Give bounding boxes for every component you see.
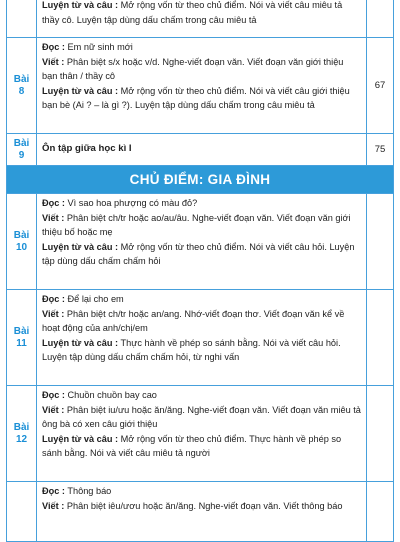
- ltvc-line: [42, 0, 361, 27]
- lesson-content: [37, 0, 367, 37]
- lesson-number: 10: [15, 241, 28, 253]
- doc-line: [42, 40, 361, 55]
- lesson-cell: [7, 386, 37, 481]
- lesson-content: [37, 482, 367, 541]
- doc-line: [42, 388, 361, 403]
- ltvc-text: Mở rộng vốn từ theo chủ điểm. Nói và viết câu miêu tả thầy cô. Luyện tập dùng dấu chấm trong câu miêu tả: [42, 0, 343, 25]
- toc-table: [6, 0, 394, 542]
- table-row: [6, 134, 394, 166]
- page-number: [367, 194, 393, 289]
- doc-text: Em nữ sinh mới: [67, 42, 133, 52]
- lesson-word: Bài: [13, 73, 30, 85]
- viet-line: [42, 307, 361, 336]
- lesson-cell: [7, 134, 37, 165]
- page-number: [367, 482, 393, 541]
- ltvc-label: Luyện từ và câu :: [42, 241, 119, 252]
- doc-label: Đọc :: [42, 486, 65, 496]
- ltvc-line: [42, 432, 361, 461]
- table-row: [6, 0, 394, 38]
- viet-text: Phân biệt iêu/ươu hoặc ăn/ăng. Nghe-viết đoạn văn. Viết thông báo: [66, 500, 343, 511]
- doc-line: [42, 196, 361, 211]
- ltvc-label: Luyện từ và câu :: [42, 85, 119, 96]
- lesson-word: Bài: [13, 229, 30, 241]
- viet-text: Phân biệt s/x hoặc v/d. Nghe-viết đoạn văn. Viết đoạn văn giới thiệu bạn thân / thầy cô: [42, 56, 344, 82]
- lesson-cell: [7, 0, 37, 37]
- lesson-cell: [7, 194, 37, 289]
- lesson-word: Bài: [13, 325, 30, 337]
- viet-line: [42, 55, 361, 84]
- lesson-content: [37, 386, 367, 481]
- doc-text: Chuồn chuồn bay cao: [67, 390, 157, 400]
- viet-line: [42, 499, 361, 514]
- viet-label: Viết :: [42, 500, 65, 511]
- ltvc-line: [42, 336, 361, 365]
- doc-line: [42, 484, 361, 499]
- ltvc-label: Luyện từ và câu :: [42, 337, 119, 348]
- table-row: [6, 386, 394, 482]
- viet-label: Viết :: [42, 212, 65, 223]
- lesson-number: 11: [16, 337, 27, 349]
- viet-label: Viết :: [42, 308, 65, 319]
- viet-text: Phân biệt ch/tr hoặc an/ang. Nhớ-viết đoạn thơ. Viết đoạn văn kể về hoạt động của anh/chị/em: [42, 308, 345, 334]
- page-number: [367, 386, 393, 481]
- doc-label: Đọc :: [42, 198, 65, 208]
- ltvc-text: Mở rộng vốn từ theo chủ điểm. Nói và viết câu hỏi. Luyện tập dùng dấu chấm chấm hỏi: [42, 241, 355, 267]
- ltvc-label: Luyện từ và câu :: [42, 433, 119, 444]
- table-row: [6, 482, 394, 542]
- page-number: [367, 0, 393, 37]
- lesson-content: [37, 290, 367, 385]
- lesson-title: Ôn tập giữa học kì I: [42, 142, 132, 154]
- ltvc-line: [42, 240, 361, 269]
- lesson-cell: [7, 290, 37, 385]
- page-number: [367, 290, 393, 385]
- ltvc-text: Thực hành về phép so sánh bằng. Nói và viết câu hỏi. Luyện tập dùng dấu chấm chấm hỏi, từ nghi vấn: [42, 337, 341, 363]
- lesson-number: 12: [15, 433, 28, 445]
- viet-label: Viết :: [42, 404, 65, 415]
- doc-text: Thông báo: [67, 486, 112, 496]
- section-banner: CHỦ ĐIỂM: GIA ĐÌNH: [6, 166, 394, 194]
- page-number: 67: [374, 80, 386, 91]
- lesson-content: [37, 194, 367, 289]
- doc-label: Đọc :: [42, 390, 65, 400]
- lesson-word: Bài: [13, 137, 30, 149]
- doc-text: Vì sao hoa phượng có màu đỏ?: [67, 198, 198, 208]
- lesson-number: 9: [18, 149, 25, 161]
- lesson-cell: [7, 38, 37, 133]
- doc-label: Đọc :: [42, 294, 65, 304]
- viet-label: Viết :: [42, 56, 65, 67]
- page-number: 75: [374, 144, 386, 155]
- doc-line: [42, 292, 361, 307]
- ltvc-line: [42, 84, 361, 113]
- lesson-content: [37, 38, 367, 133]
- table-row: [6, 194, 394, 290]
- viet-line: [42, 403, 361, 432]
- viet-line: [42, 211, 361, 240]
- lesson-content: [37, 134, 367, 165]
- ltvc-label: Luyện từ và câu :: [42, 0, 119, 10]
- lesson-word: Bài: [13, 421, 30, 433]
- ltvc-text: Mở rộng vốn từ theo chủ điểm. Thực hành về phép so sánh bằng. Nói và viết câu miêu tả người: [42, 433, 342, 459]
- lesson-cell: [7, 482, 37, 541]
- doc-text: Để lại cho em: [67, 294, 124, 304]
- table-row: [6, 290, 394, 386]
- table-row: [6, 38, 394, 134]
- viet-text: Phân biệt ch/tr hoặc ao/au/âu. Nghe-viết đoạn văn. Viết đoạn văn giới thiệu bố hoặc mẹ: [42, 212, 351, 238]
- ltvc-text: Mở rộng vốn từ theo chủ điểm. Nói và viết câu giới thiệu bạn bè (Ai ? – là gì ?). Luyện tập dùng dấu chấm trong câu miêu tả: [42, 85, 350, 111]
- doc-label: Đọc :: [42, 42, 65, 52]
- lesson-number: 8: [18, 85, 25, 97]
- viet-text: Phân biệt iu/ưu hoặc ăn/ăng. Nghe-viết đoạn văn. Viết đoạn văn miêu tả ông bà có xen câu giới thiệu: [42, 404, 361, 430]
